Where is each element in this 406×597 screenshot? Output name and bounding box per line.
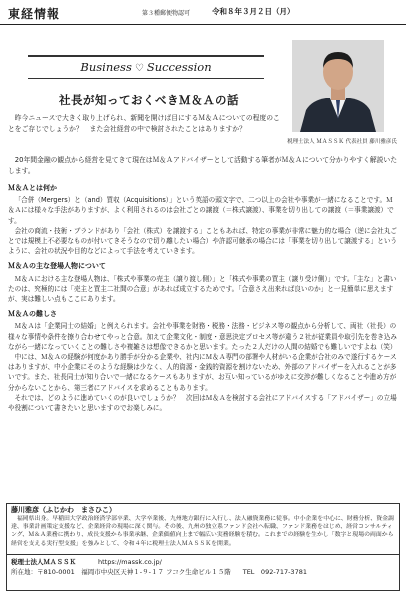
lead-paragraph <box>8 113 283 134</box>
section-paragraph: 会社の商流・技術・ブランドがあり「会社（株式）を譲渡する」こともあれば、特定の事業が非常に魅力的な場合（逆に会社丸ごとでは規模上不必要なものが付いてきそうなので切り離したい場合）や許認可継承の場合には「事業を切り出して譲渡する」というように、会社の状況や目的などによって手法を考えていきます。 <box>8 226 398 256</box>
banner-right-word: Succession <box>146 60 212 74</box>
banner-top-rule <box>28 55 264 57</box>
section-paragraph: 中には、Ｍ＆Ａの経験が何度かあり勝手が分かる企業や、社内にＭ＆Ａ専門の部署や人材がいる企業が合社のみで遂行するケースはありますが、中小企業にそのような経験は少なく、人的資源・金銭的資源を割けないため、外部のアドバイザーを入れることが多いです。また、社長同士が知り合いで一緒になるケースもありますが、お互い知っているがゆえに交渉が難しくなることや進め方が分からないことから、第三者にアドバイスを求めることもあります。 <box>8 353 397 392</box>
banner-text <box>28 60 264 74</box>
lead-text-2: 20年間金融の観点から経営を見てきて現在はＭ＆Ａアドバイザーとして活動する筆者がＭ＆Ａについて分かりやすく解説いたします。 <box>8 156 398 175</box>
handshake-icon: ♡ <box>134 63 144 74</box>
section-difficulty <box>8 309 398 413</box>
photo-caption: 税理士法人 ＭＡＳＳＫ 代表社員 藤川雅彦氏 <box>287 139 397 145</box>
company-phone: TEL 092-717-3781 <box>242 568 307 576</box>
section-heading: Ｍ＆Ａとは何か <box>8 184 57 192</box>
footer-row-2 <box>11 567 395 577</box>
article-headline: 社長が知っておくべきＭ＆Ａの話 <box>59 93 239 107</box>
company-footer <box>6 554 400 591</box>
section-main-parties <box>8 261 398 304</box>
article-body <box>8 183 398 418</box>
company-name: 税理士法人ＭＡＳＳＫ <box>11 558 76 566</box>
section-heading: Ｍ＆Ａの主な登場人物について <box>8 262 106 271</box>
section-paragraph: Ｍ＆Ａにおける主な登場人物は、「株式や事業の売主（譲り渡し側）」と「株式や事業の買主（譲り受け側）」です。「主な」と書いたのは、究極的には「売主と買主二社間の合意」があれば成立するためです。「合意さえ出来れば良いのか」と一見簡単に思えますが、実は難しい点もここにあります。 <box>8 274 397 304</box>
author-profile <box>6 503 400 554</box>
author-name: 藤川雅彦（ふじかわ まさひこ） <box>11 506 116 514</box>
section-what-is-ma <box>8 183 398 256</box>
section-paragraph: それでは、どのように進めていくのが良いでしょうか？ 次回はＭ＆Ａを検討する会社にアドバイスする「アドバイザー」の立場や役割について書きたいと思いますのでお楽しみに。 <box>8 393 397 413</box>
newspaper-title: 東経情報 <box>8 7 61 21</box>
author-bio: 福岡県出身。早稲田大学政治経済学部卒業、大学卒業後、九州地方銀行に入行し、法人融資業務に従事。中小企業を中心に、財務分析、資金調達、事業計画策定支援など、企業経営の現場に深く関与。その後、九州の独立系ファンド会社へ転職、ファンド業務をはじめ、経営コンサルティング、Ｍ＆Ａ業務に携わり、成長支援から事業承継、企業価値向上まで幅広い実務経験を積む。これまでの経験を生かし「数字と現場の両面から経営を支える実行型支援」を強みとして、令和４年に税理士法人ＭＡＳＳＫを開業。 <box>11 516 394 547</box>
section-paragraph: 「合併（Mergers）と（and）買収（Acquisitions）」という英語の頭文字で、二つ以上の会社や事業が一緒になることです。Ｍ＆Ａには様々な手法がありますが、よく利用されるのは会社ごとの譲渡（＝株式譲渡）、事業を切り出しての譲渡（＝事業譲渡）です。 <box>8 196 394 225</box>
footer-row-1 <box>11 557 395 567</box>
series-banner <box>28 55 264 79</box>
author-photo <box>292 40 384 132</box>
lead-paragraph-2 <box>8 155 398 176</box>
section-paragraph: Ｍ＆Ａは「企業同士の結婚」と例えられます。会社や事業を財務・税務・法務・ビジネス等の観点から分析して、両社（社長）の様々な事情や条件を擦り合わせてやっと合意。加えて企業文化・制度・意思決定プロセス等が違う２社が従業員や取引先を巻き込みながら一緒になっていくことの難しさや複雑さは想像できるかと思います。たった２人だけの人間の結婚でも難しいですよね（笑） <box>8 322 398 351</box>
banner-bottom-rule <box>28 78 264 80</box>
company-address: 所在地：〒810-0001 福岡市中央区天神１-９-１７ フコク生命ビル１５階 <box>11 568 231 576</box>
masthead <box>0 0 406 25</box>
banner-left-word: Business <box>80 60 132 74</box>
company-url[interactable]: https://massk.co.jp/ <box>98 558 162 566</box>
issue-date: 令和８年３月２日（月） <box>212 7 295 16</box>
section-heading: Ｍ＆Ａの難しさ <box>8 310 57 319</box>
postal-permit: 第３種郵便物認可 <box>142 10 191 17</box>
lead-text-1: 昨今ニュースで大きく取り上げられ、新聞を開けば目にするＭ＆Ａについての程度のことをご存じでしょうか？ また会社経営の中で検討されたことはありますか？ <box>8 114 280 133</box>
